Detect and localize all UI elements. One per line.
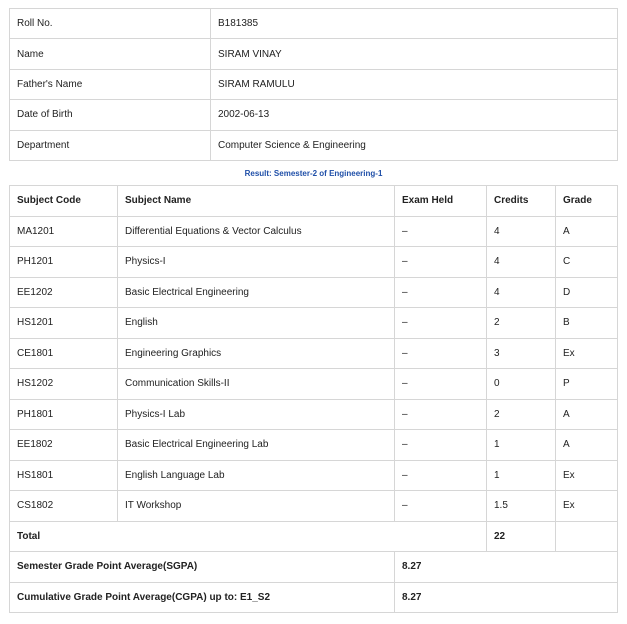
grades-table — [9, 185, 618, 613]
cgpa-row — [10, 582, 618, 613]
info-row — [10, 39, 618, 69]
header-grade: Grade — [556, 186, 618, 217]
table-row — [10, 369, 618, 400]
grade-cell: D — [556, 277, 618, 308]
header-subject-code: Subject Code — [10, 186, 118, 217]
grades-header-row — [10, 186, 618, 217]
total-row — [10, 521, 618, 552]
header-subject-name: Subject Name — [118, 186, 395, 217]
subject-name-cell: IT Workshop — [118, 491, 395, 522]
table-row — [10, 460, 618, 491]
subject-name-cell: Physics-I — [118, 247, 395, 278]
grade-cell: A — [556, 399, 618, 430]
table-row — [10, 277, 618, 308]
subject-name-cell: English Language Lab — [118, 460, 395, 491]
info-label: Department — [10, 130, 211, 160]
sgpa-row — [10, 552, 618, 583]
exam-held-cell: – — [395, 460, 487, 491]
grade-cell: Ex — [556, 338, 618, 369]
subject-code-cell: CE1801 — [10, 338, 118, 369]
cgpa-value: 8.27 — [395, 582, 618, 613]
student-info-body — [10, 9, 618, 161]
table-row — [10, 216, 618, 247]
exam-held-cell: – — [395, 277, 487, 308]
header-credits: Credits — [487, 186, 556, 217]
subject-name-cell: Basic Electrical Engineering Lab — [118, 430, 395, 461]
credits-cell: 4 — [487, 277, 556, 308]
credits-cell: 4 — [487, 247, 556, 278]
total-label: Total — [10, 521, 487, 552]
exam-held-cell: – — [395, 338, 487, 369]
subject-name-cell: Communication Skills-II — [118, 369, 395, 400]
exam-held-cell: – — [395, 491, 487, 522]
subject-name-cell: Engineering Graphics — [118, 338, 395, 369]
info-value: SIRAM VINAY — [211, 39, 618, 69]
exam-held-cell: – — [395, 216, 487, 247]
exam-held-cell: – — [395, 399, 487, 430]
exam-held-cell: – — [395, 369, 487, 400]
result-title: Result: Semester-2 of Engineering-1 — [244, 169, 383, 178]
student-info-table — [9, 8, 618, 161]
cgpa-label: Cumulative Grade Point Average(CGPA) up to: E1_S2 — [10, 582, 395, 613]
credits-cell: 3 — [487, 338, 556, 369]
credits-cell: 1 — [487, 430, 556, 461]
exam-held-cell: – — [395, 308, 487, 339]
info-value: 2002-06-13 — [211, 100, 618, 130]
grade-cell: B — [556, 308, 618, 339]
info-row — [10, 130, 618, 160]
header-exam-held: Exam Held — [395, 186, 487, 217]
credits-cell: 4 — [487, 216, 556, 247]
grade-cell: Ex — [556, 460, 618, 491]
info-row — [10, 9, 618, 39]
subject-code-cell: HS1202 — [10, 369, 118, 400]
sgpa-label: Semester Grade Point Average(SGPA) — [10, 552, 395, 583]
info-label: Date of Birth — [10, 100, 211, 130]
info-value: Computer Science & Engineering — [211, 130, 618, 160]
credits-cell: 1.5 — [487, 491, 556, 522]
grade-cell: C — [556, 247, 618, 278]
subject-code-cell: HS1201 — [10, 308, 118, 339]
grades-body — [10, 216, 618, 521]
subject-code-cell: EE1802 — [10, 430, 118, 461]
sgpa-value: 8.27 — [395, 552, 618, 583]
info-label: Roll No. — [10, 9, 211, 39]
credits-cell: 0 — [487, 369, 556, 400]
subject-code-cell: PH1201 — [10, 247, 118, 278]
info-label: Name — [10, 39, 211, 69]
subject-name-cell: Differential Equations & Vector Calculus — [118, 216, 395, 247]
table-row — [10, 399, 618, 430]
grade-cell: Ex — [556, 491, 618, 522]
grade-cell: A — [556, 216, 618, 247]
total-credits: 22 — [487, 521, 556, 552]
subject-code-cell: MA1201 — [10, 216, 118, 247]
exam-held-cell: – — [395, 247, 487, 278]
info-value: B181385 — [211, 9, 618, 39]
exam-held-cell: – — [395, 430, 487, 461]
subject-code-cell: PH1801 — [10, 399, 118, 430]
info-label: Father's Name — [10, 69, 211, 99]
table-row — [10, 430, 618, 461]
info-row — [10, 69, 618, 99]
table-row — [10, 491, 618, 522]
subject-name-cell: Physics-I Lab — [118, 399, 395, 430]
subject-code-cell: CS1802 — [10, 491, 118, 522]
table-row — [10, 247, 618, 278]
total-grade-empty — [556, 521, 618, 552]
subject-name-cell: English — [118, 308, 395, 339]
grade-cell: P — [556, 369, 618, 400]
credits-cell: 2 — [487, 308, 556, 339]
credits-cell: 2 — [487, 399, 556, 430]
grade-cell: A — [556, 430, 618, 461]
table-row — [10, 338, 618, 369]
subject-name-cell: Basic Electrical Engineering — [118, 277, 395, 308]
info-row — [10, 100, 618, 130]
table-row — [10, 308, 618, 339]
subject-code-cell: HS1801 — [10, 460, 118, 491]
info-value: SIRAM RAMULU — [211, 69, 618, 99]
credits-cell: 1 — [487, 460, 556, 491]
subject-code-cell: EE1202 — [10, 277, 118, 308]
